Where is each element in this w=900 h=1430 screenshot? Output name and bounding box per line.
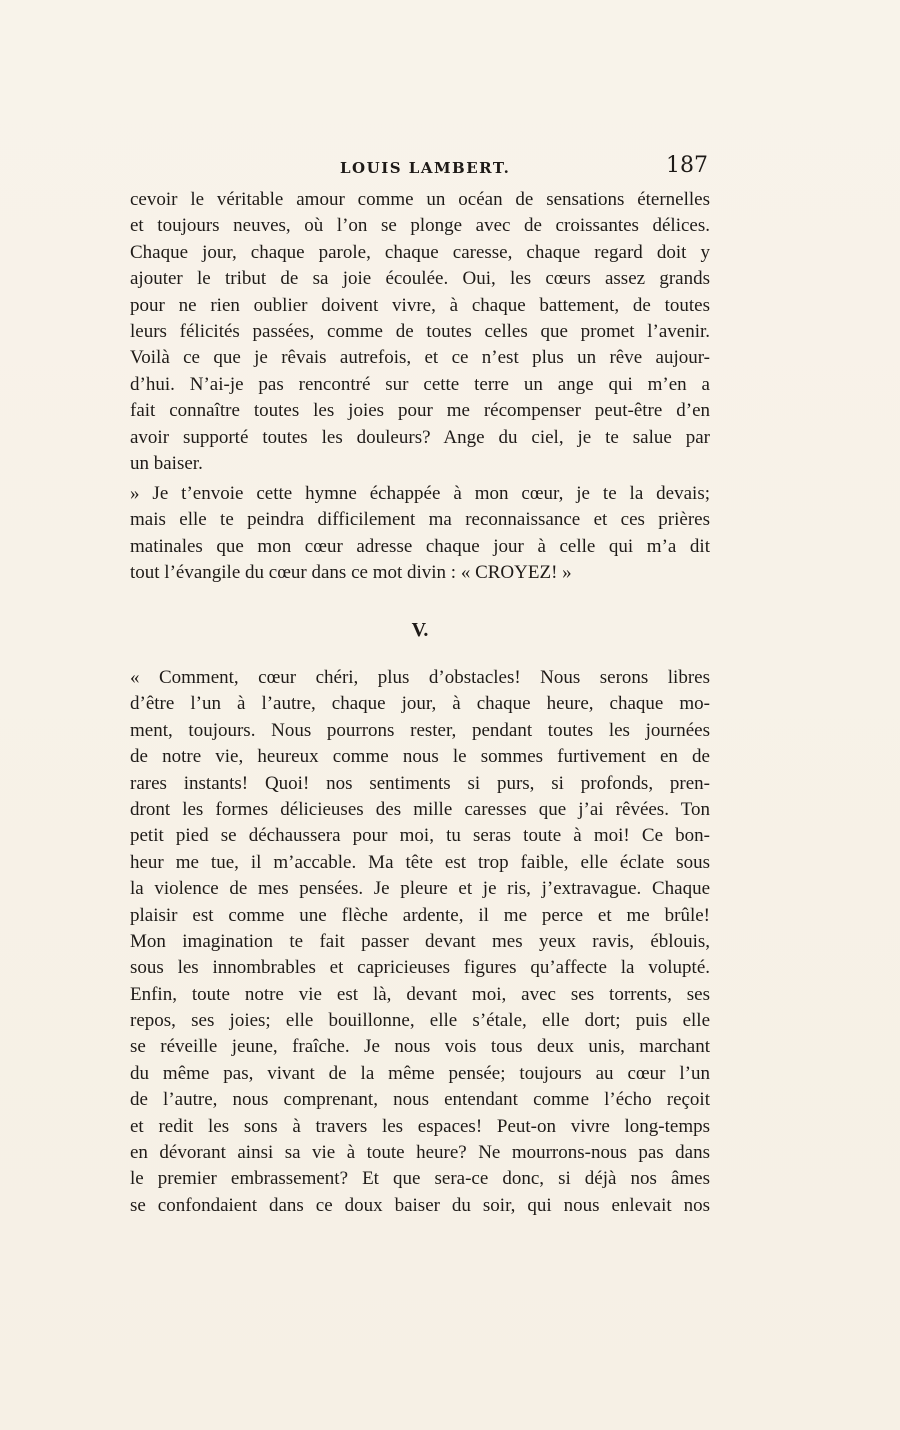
- running-head: LOUIS LAMBERT.: [340, 159, 511, 177]
- text-line: matinales que mon cœur adresse chaque jour à celle qui m’a dit: [130, 535, 710, 557]
- page-number: 187: [666, 153, 708, 178]
- text-line: pour ne rien oublier doivent vivre, à chaque battement, de toutes: [130, 294, 710, 316]
- text-line: se réveille jeune, fraîche. Je nous vois tous deux unis, marchant: [130, 1036, 710, 1058]
- page-header: [130, 155, 710, 185]
- text-line: » Je t’envoie cette hymne échappée à mon cœur, je te la devais;: [130, 483, 710, 504]
- text-line: rares instants! Quoi! nos sentiments si purs, si profonds, pren-: [130, 772, 710, 794]
- text-line: Mon imagination te fait passer devant mes yeux ravis, éblouis,: [130, 930, 710, 952]
- text-line: sous les innombrables et capricieuses figures qu’affecte la volupté.: [130, 957, 710, 979]
- text-line: plaisir est comme une flèche ardente, il me perce et me brûle!: [130, 904, 710, 926]
- text-line: et toujours neuves, où l’on se plonge avec de croissantes délices.: [130, 215, 710, 237]
- text-line: Enfin, toute notre vie est là, devant moi, avec ses torrents, ses: [130, 983, 710, 1005]
- text-line: d’être l’un à l’autre, chaque jour, à chaque heure, chaque mo-: [130, 693, 710, 715]
- text-line: « Comment, cœur chéri, plus d’obstacles! Nous serons libres: [130, 667, 710, 688]
- text-line: le premier embrassement? Et que sera-ce donc, si déjà nos âmes: [130, 1168, 710, 1190]
- text-line: la violence de mes pensées. Je pleure et je ris, j’extravague. Chaque: [130, 878, 710, 900]
- text-line: ajouter le tribut de sa joie écoulée. Oui, les cœurs assez grands: [130, 268, 710, 290]
- text-line: ment, toujours. Nous pourrons rester, pendant toutes les journées: [130, 719, 710, 741]
- text-line: et redit les sons à travers les espaces! Peut-on vivre long-temps: [130, 1115, 710, 1137]
- text-line: de notre vie, heureux comme nous le sommes furtivement en de: [130, 746, 710, 768]
- text-line: du même pas, vivant de la même pensée; toujours au cœur l’un: [130, 1062, 710, 1084]
- text-line: Voilà ce que je rêvais autrefois, et ce n’est plus un rêve aujour-: [130, 347, 710, 369]
- text-line: petit pied se déchaussera pour moi, tu seras toute à moi! Ce bon-: [130, 825, 710, 847]
- text-line: dront les formes délicieuses des mille caresses que j’ai rêvées. Ton: [130, 798, 710, 820]
- text-line: mais elle te peindra difficilement ma reconnaissance et ces prières: [130, 509, 710, 531]
- section-heading: V.: [411, 619, 429, 641]
- text-line: en dévorant ainsi sa vie à toute heure? Ne mourrons-nous pas dans: [130, 1142, 710, 1164]
- text-line: repos, ses joies; elle bouillonne, elle s’étale, elle dort; puis elle: [130, 1010, 710, 1032]
- text-line: d’hui. N’ai-je pas rencontré sur cette terre un ange qui m’en a: [130, 373, 710, 395]
- text-line: de l’autre, nous comprenant, nous entendant comme l’écho reçoit: [130, 1089, 710, 1111]
- text-line: tout l’évangile du cœur dans ce mot divin : « CROYEZ! »: [130, 562, 572, 584]
- text-line: heur me tue, il m’accable. Ma tête est trop faible, elle éclate sous: [130, 851, 710, 873]
- text-line: se confondaient dans ce doux baiser du soir, qui nous enlevait nos: [130, 1194, 710, 1216]
- text-line: Chaque jour, chaque parole, chaque caresse, chaque regard doit y: [130, 241, 710, 263]
- text-line: un baiser.: [130, 452, 203, 474]
- paragraph-3: [130, 665, 710, 1219]
- paragraph-1: [130, 187, 710, 477]
- paragraph-2: [130, 481, 710, 587]
- text-line: cevoir le véritable amour comme un océan de sensations éternelles: [130, 189, 710, 210]
- text-line: fait connaître toutes les joies pour me récompenser peut-être d’en: [130, 400, 710, 422]
- text-line: leurs félicités passées, comme de toutes celles que promet l’avenir.: [130, 320, 710, 342]
- text-line: avoir supporté toutes les douleurs? Ange du ciel, je te salue par: [130, 426, 710, 448]
